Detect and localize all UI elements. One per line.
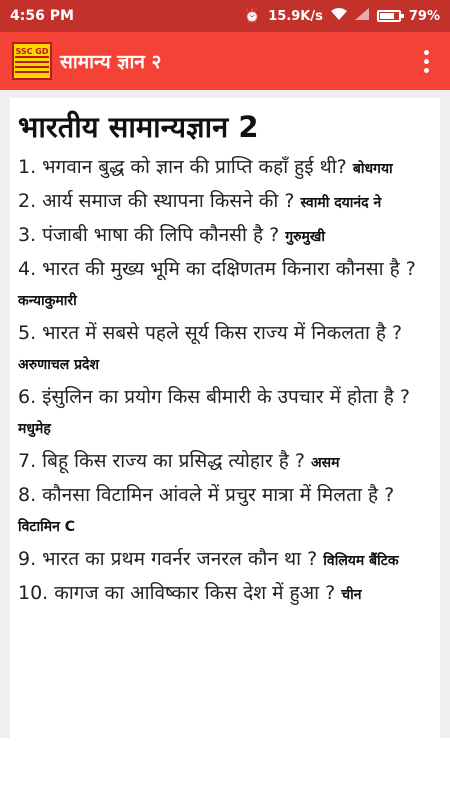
list-item xyxy=(18,578,432,610)
wifi-icon xyxy=(331,8,347,24)
question-text: 5. भारत में सबसे पहले सूर्य किस राज्य में निकलता है ? xyxy=(18,322,403,344)
list-item xyxy=(18,382,432,444)
answer-text: कन्याकुमारी xyxy=(18,293,77,309)
page-title: भारतीय सामान्यज्ञान 2 xyxy=(18,110,259,144)
signal-icon xyxy=(355,8,369,24)
list-item xyxy=(18,480,432,542)
question-list xyxy=(18,152,432,610)
answer-text: गुरुमुखी xyxy=(285,229,325,245)
app-title: सामान्य ज्ञान २ xyxy=(60,51,162,73)
question-text: 2. आर्य समाज की स्थापना किसने की ? xyxy=(18,190,295,212)
content-area[interactable] xyxy=(0,90,450,738)
answer-text: असम xyxy=(310,455,340,471)
app-logo xyxy=(12,42,52,80)
answer-text: चीन xyxy=(341,587,362,603)
list-item xyxy=(18,318,432,380)
list-item xyxy=(18,544,432,576)
question-text: 6. इंसुलिन का प्रयोग किस बीमारी के उपचार में होता है ? xyxy=(18,386,410,408)
list-item xyxy=(18,220,432,252)
battery-icon xyxy=(377,10,401,22)
answer-text: मधुमेह xyxy=(18,421,51,437)
question-text: 3. पंजाबी भाषा की लिपि कौनसी है ? xyxy=(18,224,280,246)
answer-text: स्वामी दयानंद ने xyxy=(300,195,382,211)
answer-text: विलियम बैंटिक xyxy=(323,553,399,569)
status-right xyxy=(244,8,440,24)
question-text: 8. कौनसा विटामिन आंवले में प्रचुर मात्रा में मिलता है ? xyxy=(18,484,395,506)
logo-stripes xyxy=(15,56,49,76)
bottom-blank-area xyxy=(0,738,450,800)
list-item xyxy=(18,186,432,218)
content-card xyxy=(10,98,440,738)
question-text: 1. भगवान बुद्ध को ज्ञान की प्राप्ति कहाँ हुई थी? xyxy=(18,156,347,178)
list-item xyxy=(18,254,432,316)
status-bar xyxy=(0,0,450,32)
answer-text: बोधगया xyxy=(352,161,393,177)
app-bar xyxy=(0,32,450,90)
question-text: 9. भारत का प्रथम गवर्नर जनरल कौन था ? xyxy=(18,548,318,570)
overflow-menu-icon[interactable] xyxy=(414,41,438,81)
list-item xyxy=(18,152,432,184)
alarm-icon: ⏰ xyxy=(244,8,261,24)
question-text: 10. कागज का आविष्कार किस देश में हुआ ? xyxy=(18,582,336,604)
status-time: 4:56 PM xyxy=(10,8,74,24)
list-item xyxy=(18,446,432,478)
answer-text: विटामिन C xyxy=(18,519,76,535)
question-text: 4. भारत की मुख्य भूमि का दक्षिणतम किनारा कौनसा है ? xyxy=(18,258,416,280)
logo-text: SSC GD xyxy=(15,46,49,56)
net-speed: 15.9K/s xyxy=(268,8,323,24)
answer-text: अरुणाचल प्रदेश xyxy=(18,357,99,373)
question-text: 7. बिहू किस राज्य का प्रसिद्ध त्योहार है ? xyxy=(18,450,305,472)
battery-percent: 79% xyxy=(408,8,440,24)
